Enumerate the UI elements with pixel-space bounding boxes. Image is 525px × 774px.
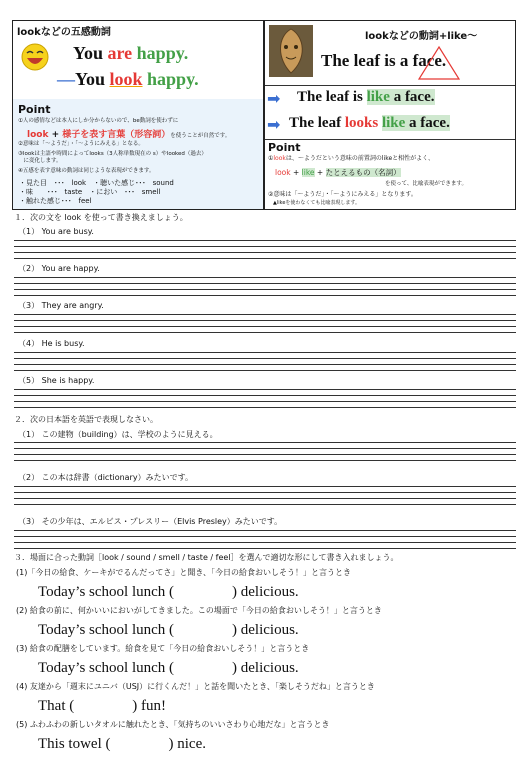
- note-3: ③lookは主語や時間によってlooks（3人称単数現在の s）やlooked（過去）: [18, 151, 207, 157]
- s3-question-1: (1)「今日の給食、ケーキがでるんだってさ」と聞き、「今日の給食おいしそう！」と言うとき: [16, 568, 352, 577]
- formula: look + 様子を表す言葉（形容詞）を使うことが自然です。: [27, 130, 231, 140]
- answer-lines[interactable]: [14, 352, 516, 376]
- like-note-4: ▲likeを使わなくても比喩表現します。: [273, 200, 361, 206]
- answer-lines[interactable]: [14, 277, 516, 301]
- five-senses-box: [12, 20, 264, 210]
- s3-question-5: (5) ふわふわの新しいタオルに触れたとき、「気持ちのいいさわり心地だな」と言うとき: [16, 720, 330, 729]
- section2-heading: ２．次の日本語を英語で表現しなさい。: [14, 415, 158, 424]
- note-3b: に変化します。: [18, 158, 62, 164]
- answer-lines[interactable]: [14, 442, 516, 466]
- example-are: You are happy.: [73, 43, 189, 63]
- s2-question-1: （1） この建物（building）は、学校のように見える。: [18, 430, 218, 439]
- point-title: Point: [18, 103, 51, 116]
- s3-question-4: (4) 友達から「週末にユニバ（USJ）に行くんだ！」と話を聞いたとき、「楽しそうだね」と言うとき: [16, 682, 375, 691]
- note-1: ①人の感情などは本人にしか分からないので、be動詞を使わずに: [18, 118, 179, 124]
- like-title: lookなどの動詞+like～: [365, 31, 478, 42]
- leaf-face-image: [269, 25, 313, 77]
- s3-answer-5: This towel ( ) nice.: [38, 736, 206, 752]
- divider: [265, 85, 516, 86]
- s1-question-4: （4） He is busy.: [18, 339, 85, 348]
- answer-lines[interactable]: [14, 389, 516, 413]
- s2-question-2: （2） この本は辞書（dictionary）みたいです。: [18, 473, 193, 482]
- s3-answer-4: That ( ) fun!: [38, 698, 166, 714]
- like-verbs-box: [264, 20, 516, 210]
- s1-question-3: （3） They are angry.: [18, 301, 104, 310]
- note-4: ④五感を表す意味の動詞は同じような表現ができます。: [18, 168, 155, 174]
- s1-question-2: （2） You are happy.: [18, 264, 100, 273]
- s3-answer-1: Today’s school lunch ( ) delicious.: [38, 584, 299, 600]
- arrow-icon: ➡: [267, 115, 281, 134]
- s1-question-1: （1） You are busy.: [18, 227, 94, 236]
- answer-lines[interactable]: [14, 530, 516, 554]
- point-title: Point: [268, 141, 301, 154]
- s3-question-3: (3) 給食の配膳をしています。給食を見て「今日の給食おいしそう！」と言うとき: [16, 644, 310, 653]
- five-senses-title: lookなどの五感動詞: [17, 27, 111, 38]
- s3-question-2: (2) 給食の前に、何かいいにおいがしてきました。この場面で「今日の給食おいしそう！」と言うとき: [16, 606, 382, 615]
- like-note-1: ①lookは、～ようだという意味の前置詞のlikeと相性がよく、: [268, 155, 435, 162]
- divider: [265, 139, 516, 140]
- answer-lines[interactable]: [14, 240, 516, 264]
- s2-question-3: （3） その少年は、エルビス・プレスリー（Elvis Presley）みたいです。: [18, 517, 283, 526]
- like-sentence: The leaf is like a face.: [297, 89, 435, 105]
- answer-lines[interactable]: [14, 314, 516, 338]
- s3-answer-3: Today’s school lunch ( ) delicious.: [38, 660, 299, 676]
- looks-like-sentence: The leaf looks like a face.: [289, 115, 450, 131]
- like-note-2: を使って、比喩表現ができます。: [385, 181, 467, 187]
- s1-question-5: （5） She is happy.: [18, 376, 95, 385]
- verb-list: ・見た目 ･･･ look ・聴いた感じ･･･ sound ・味 ･･･ taste ・におい ･･･ smell ・触れた感じ･･･ feel: [19, 179, 174, 205]
- arrow-icon: ➡: [267, 89, 281, 108]
- answer-lines[interactable]: [14, 486, 516, 510]
- like-note-3: ②意味は「～ようだ」・「～ようにみえる」となります。: [268, 191, 417, 198]
- triangle-mark: [417, 45, 461, 81]
- note-2: ②意味は「～ようだ」・「～ようにみえる」となる。: [18, 141, 144, 147]
- laughing-face-icon: [21, 43, 49, 71]
- example-look: —You look happy.: [57, 69, 199, 89]
- leaf-face-sentence: The leaf is a face.: [321, 51, 447, 70]
- section3-heading: ３．場面に合った動詞［look / sound / smell / taste / feel］を選んで適切な形にして書き入れましょう。: [14, 553, 399, 562]
- s3-answer-2: Today’s school lunch ( ) delicious.: [38, 622, 299, 638]
- like-formula: look + like + たとえるもの（名詞）: [275, 168, 401, 177]
- section1-heading: １．次の文を look を使って書き換えましょう。: [14, 213, 188, 222]
